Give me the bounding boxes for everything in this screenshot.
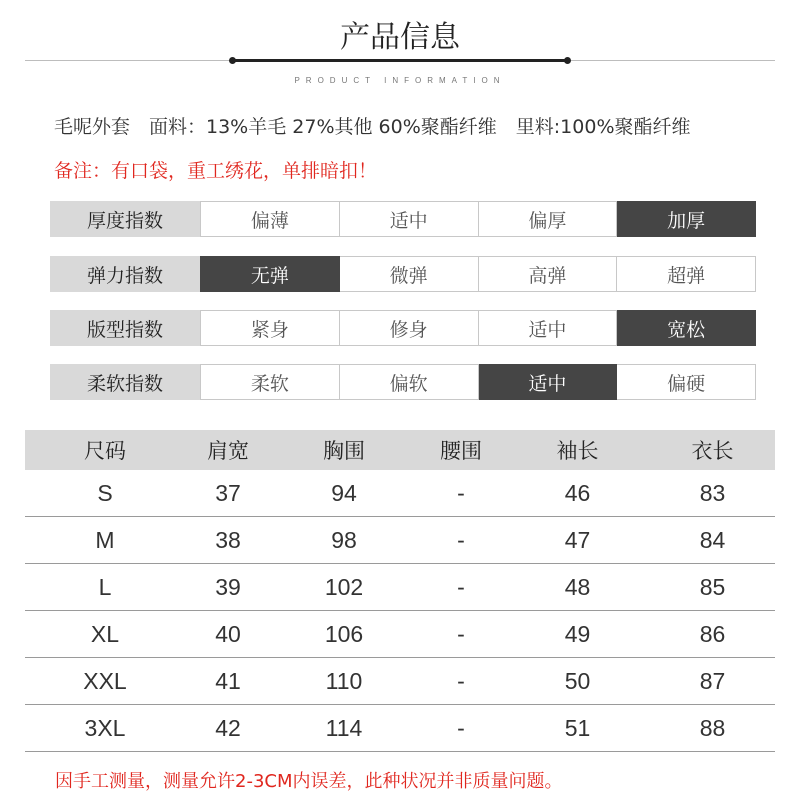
table-cell: 106	[271, 611, 417, 658]
column-header: 袖长	[505, 430, 650, 470]
table-cell: 88	[650, 705, 775, 752]
size-cell: XL	[25, 611, 185, 658]
measurement-disclaimer: 因手工测量，测量允许2-3CM内误差，此种状况并非质量问题。	[55, 771, 563, 792]
column-header: 衣长	[650, 430, 775, 470]
attr-option: 柔软	[200, 364, 340, 400]
table-row	[25, 564, 775, 611]
attr-option: 修身	[340, 310, 479, 346]
size-cell: 3XL	[25, 705, 185, 752]
table-cell: 40	[185, 611, 271, 658]
attr-option: 超弹	[617, 256, 756, 292]
attr-option: 加厚	[617, 201, 756, 237]
table-cell: 102	[271, 564, 417, 611]
column-header: 腰围	[417, 430, 505, 470]
column-header: 尺码	[25, 430, 185, 470]
attr-option: 紧身	[200, 310, 340, 346]
table-row	[25, 517, 775, 564]
attr-label: 弹力指数	[50, 256, 200, 292]
column-header: 肩宽	[185, 430, 271, 470]
table-cell: -	[417, 517, 505, 564]
attr-label: 柔软指数	[50, 364, 200, 400]
attr-row-fit	[50, 310, 756, 346]
attr-option: 偏厚	[479, 201, 618, 237]
table-row	[25, 658, 775, 705]
table-cell: 47	[505, 517, 650, 564]
size-chart-table	[25, 430, 775, 752]
attr-row-elasticity	[50, 256, 756, 292]
table-cell: -	[417, 564, 505, 611]
size-cell: S	[25, 470, 185, 517]
table-cell: 94	[271, 470, 417, 517]
attr-option: 无弹	[200, 256, 340, 292]
table-cell: 41	[185, 658, 271, 705]
table-row	[25, 470, 775, 517]
table-cell: 98	[271, 517, 417, 564]
size-cell: L	[25, 564, 185, 611]
table-cell: 42	[185, 705, 271, 752]
attr-row-softness	[50, 364, 756, 400]
table-cell: 46	[505, 470, 650, 517]
table-cell: 85	[650, 564, 775, 611]
attr-option: 高弹	[479, 256, 618, 292]
size-cell: XXL	[25, 658, 185, 705]
table-cell: 49	[505, 611, 650, 658]
table-row	[25, 705, 775, 752]
column-header: 胸围	[271, 430, 417, 470]
underline-dot-right	[564, 57, 571, 64]
table-cell: -	[417, 470, 505, 517]
attr-option: 偏软	[340, 364, 479, 400]
table-cell: 86	[650, 611, 775, 658]
page-title: 产品信息	[340, 20, 460, 55]
attr-option: 微弹	[340, 256, 479, 292]
table-cell: 51	[505, 705, 650, 752]
table-cell: 87	[650, 658, 775, 705]
attr-option: 适中	[340, 201, 479, 237]
table-cell: 38	[185, 517, 271, 564]
table-cell: 84	[650, 517, 775, 564]
underline-dot-left	[229, 57, 236, 64]
table-cell: -	[417, 705, 505, 752]
attr-label: 版型指数	[50, 310, 200, 346]
remark-note: 备注：有口袋，重工绣花，单排暗扣！	[54, 160, 378, 182]
table-cell: 83	[650, 470, 775, 517]
table-cell: -	[417, 611, 505, 658]
table-cell: -	[417, 658, 505, 705]
table-header-row	[25, 430, 775, 470]
material-info: 毛呢外套 面料：13%羊毛 27%其他 60%聚酯纤维 里料:100%聚酯纤维	[54, 116, 691, 138]
attr-option: 偏薄	[200, 201, 340, 237]
table-cell: 114	[271, 705, 417, 752]
table-row	[25, 611, 775, 658]
table-cell: 39	[185, 564, 271, 611]
attr-label: 厚度指数	[50, 201, 200, 237]
table-cell: 110	[271, 658, 417, 705]
title-underline	[232, 59, 568, 62]
attr-row-thickness	[50, 201, 756, 237]
table-cell: 48	[505, 564, 650, 611]
table-cell: 50	[505, 658, 650, 705]
table-cell: 37	[185, 470, 271, 517]
attr-option: 偏硬	[617, 364, 756, 400]
page-subtitle: PRODUCT INFORMATION	[294, 76, 506, 85]
size-cell: M	[25, 517, 185, 564]
attr-option: 适中	[479, 310, 618, 346]
attr-option: 宽松	[617, 310, 756, 346]
attr-option: 适中	[479, 364, 618, 400]
